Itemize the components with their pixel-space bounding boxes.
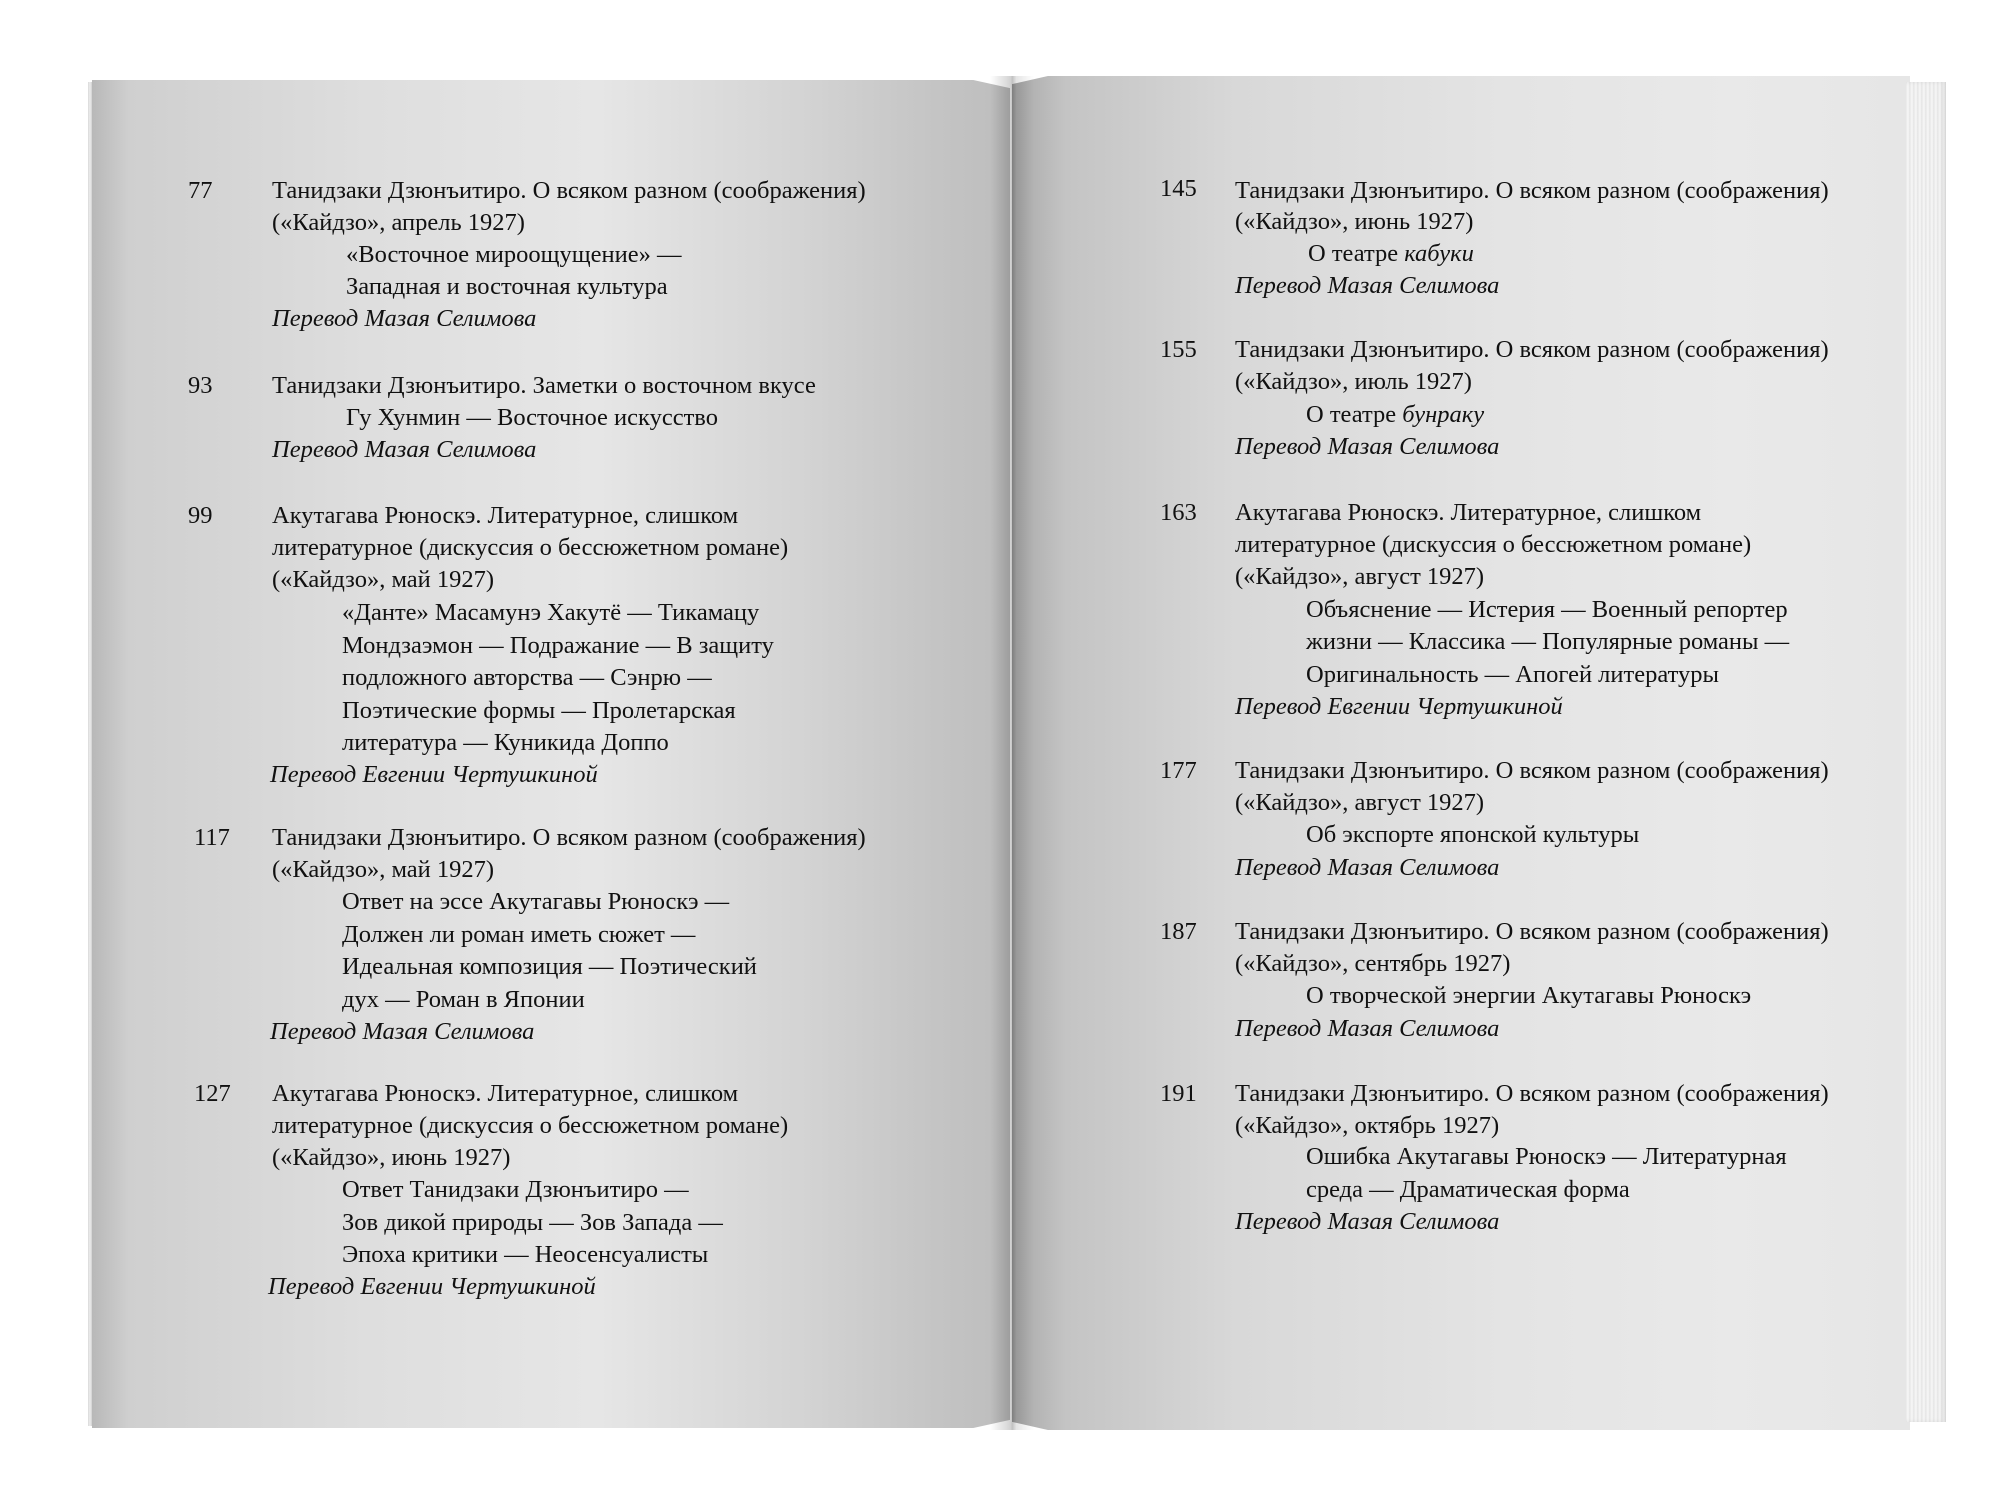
toc-entry-source: («Кайдзо», сентябрь 1927) <box>1235 950 1511 977</box>
toc-entry-title: Танидзаки Дзюнъитиро. О всяком разном (соображения) <box>272 824 866 851</box>
toc-page-number: 187 <box>1160 918 1197 945</box>
toc-entry-title: литературное (дискуссия о бессюжетном романе) <box>272 534 789 561</box>
toc-entry-source: («Кайдзо», май 1927) <box>272 856 495 883</box>
right-page-edge <box>1906 82 1946 1422</box>
toc-entry-title: литературное (дискуссия о бессюжетном романе) <box>272 1112 789 1139</box>
toc-entry-topics: Ответ Танидзаки Дзюнъитиро — <box>342 1176 689 1203</box>
toc-entry-topics: Об экспорте японской культуры <box>1306 821 1640 848</box>
toc-page-number: 117 <box>194 824 230 851</box>
toc-entry-topics: Западная и восточная культура <box>346 273 668 300</box>
toc-entry-source: («Кайдзо», август 1927) <box>1235 563 1485 590</box>
toc-entry-topics: Ошибка Акутагавы Рюноскэ — Литературная <box>1306 1143 1787 1170</box>
toc-entry-topics: Зов дикой природы — Зов Запада — <box>342 1209 723 1236</box>
toc-entry-translator: Перевод Евгении Чертушкиной <box>1235 693 1563 720</box>
toc-page-number: 145 <box>1160 175 1197 202</box>
toc-entry-title: Акутагава Рюноскэ. Литературное, слишком <box>272 502 739 529</box>
toc-page-number: 93 <box>188 372 213 399</box>
toc-entry-translator: Перевод Мазая Селимова <box>1235 1015 1500 1042</box>
toc-entry-topics: литература — Куникида Доппо <box>342 729 669 756</box>
toc-entry-topics <box>1306 399 1484 432</box>
toc-entry-topics: Гу Хунмин — Восточное искусство <box>346 404 718 431</box>
toc-entry-topics: среда — Драматическая форма <box>1306 1176 1630 1203</box>
toc-entry-source: («Кайдзо», октябрь 1927) <box>1235 1112 1500 1139</box>
toc-entry-topics: Должен ли роман иметь сюжет — <box>342 921 696 948</box>
toc-entry-title: Танидзаки Дзюнъитиро. О всяком разном (соображения) <box>1235 757 1829 784</box>
toc-entry-title: литературное (дискуссия о бессюжетном романе) <box>1235 531 1752 558</box>
toc-entry-source: («Кайдзо», июнь 1927) <box>1235 208 1474 235</box>
toc-topic-text: О театре <box>1308 240 1405 267</box>
toc-entry-topics: «Данте» Масамунэ Хакутё — Тикамацу <box>342 599 760 626</box>
toc-entry-translator: Перевод Мазая Селимова <box>270 1018 535 1045</box>
toc-topic-text: О театре <box>1306 401 1403 428</box>
toc-page-number: 163 <box>1160 499 1197 526</box>
toc-entry-translator: Перевод Мазая Селимова <box>1235 433 1500 460</box>
toc-topic-italic: кабуки <box>1404 240 1474 267</box>
toc-entry-topics: Поэтические формы — Пролетарская <box>342 697 736 724</box>
toc-entry-topics: О творческой энергии Акутагавы Рюноскэ <box>1306 982 1752 1009</box>
toc-page-number: 177 <box>1160 757 1197 784</box>
toc-entry-title: Танидзаки Дзюнъитиро. О всяком разном (соображения) <box>1235 918 1829 945</box>
toc-entry-topics: Оригинальность — Апогей литературы <box>1306 661 1719 688</box>
toc-entry-topics: Объяснение — Истерия — Военный репортер <box>1306 596 1788 623</box>
toc-entry-translator: Перевод Мазая Селимова <box>1235 1208 1500 1235</box>
book-gutter <box>990 76 1034 1430</box>
toc-entry-source: («Кайдзо», апрель 1927) <box>272 209 525 236</box>
toc-entry-title: Танидзаки Дзюнъитиро. О всяком разном (соображения) <box>272 177 866 204</box>
toc-entry-topics: Мондзаэмон — Подражание — В защиту <box>342 632 774 659</box>
toc-entry-title: Танидзаки Дзюнъитиро. О всяком разном (соображения) <box>1235 1080 1829 1107</box>
toc-page-number: 99 <box>188 502 213 529</box>
toc-page-number: 77 <box>188 177 213 204</box>
toc-entry-source: («Кайдзо», август 1927) <box>1235 789 1485 816</box>
toc-entry-translator: Перевод Евгении Чертушкиной <box>270 761 598 788</box>
toc-entry-translator: Перевод Мазая Селимова <box>1235 272 1500 299</box>
toc-entry-title: Танидзаки Дзюнъитиро. Заметки о восточном вкусе <box>272 372 816 399</box>
toc-entry-source: («Кайдзо», май 1927) <box>272 566 495 593</box>
toc-entry-topics: Идеальная композиция — Поэтический <box>342 953 757 980</box>
toc-entry-topics <box>1308 238 1474 271</box>
toc-entry-translator: Перевод Мазая Селимова <box>272 305 537 332</box>
toc-entry-title: Акутагава Рюноскэ. Литературное, слишком <box>1235 499 1702 526</box>
toc-entry-translator: Перевод Мазая Селимова <box>1235 854 1500 881</box>
toc-entry-topics: дух — Роман в Японии <box>342 986 585 1013</box>
toc-entry-title: Танидзаки Дзюнъитиро. О всяком разном (соображения) <box>1235 177 1829 204</box>
toc-entry-topics: Ответ на эссе Акутагавы Рюноскэ — <box>342 888 730 915</box>
toc-entry-topics: Эпоха критики — Неосенсуалисты <box>342 1241 709 1268</box>
toc-entry-translator: Перевод Евгении Чертушкиной <box>268 1273 596 1300</box>
toc-entry-translator: Перевод Мазая Селимова <box>272 436 537 463</box>
toc-entry-topics: жизни — Классика — Популярные романы — <box>1306 628 1790 655</box>
toc-entry-topics: подложного авторства — Сэнрю — <box>342 664 712 691</box>
toc-page-number: 127 <box>194 1080 231 1107</box>
toc-entry-title: Акутагава Рюноскэ. Литературное, слишком <box>272 1080 739 1107</box>
toc-topic-italic: бунраку <box>1402 401 1485 428</box>
toc-page-number: 191 <box>1160 1080 1197 1107</box>
toc-entry-title: Танидзаки Дзюнъитиро. О всяком разном (соображения) <box>1235 336 1829 363</box>
toc-page-number: 155 <box>1160 336 1197 363</box>
toc-entry-source: («Кайдзо», июль 1927) <box>1235 368 1472 395</box>
toc-entry-source: («Кайдзо», июнь 1927) <box>272 1144 511 1171</box>
toc-entry-topics: «Восточное мироощущение» — <box>346 241 682 268</box>
